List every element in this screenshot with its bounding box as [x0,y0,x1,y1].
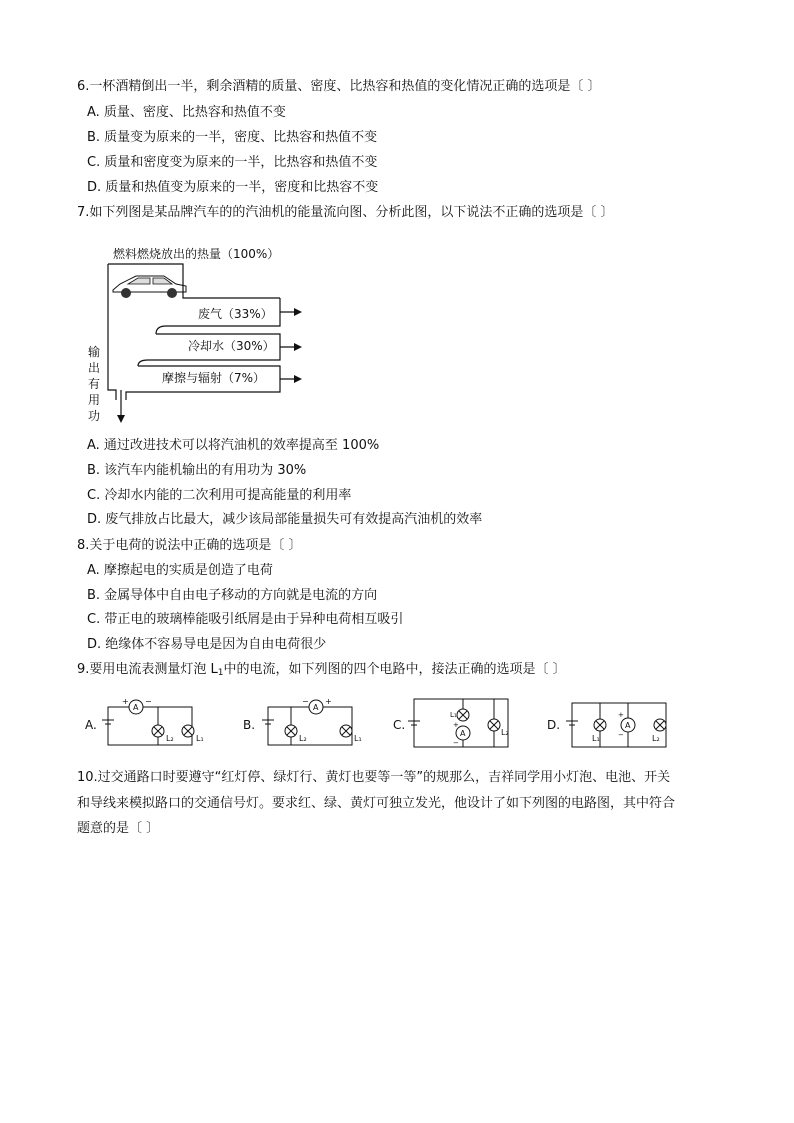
question-9-stem-pre: 9.要用电流表测量灯泡 L [77,662,218,677]
output-char-1: 输 [88,345,101,359]
question-7-option-b: B. 该汽车内能机输出的有用功为 30% [87,463,307,478]
ammeter-d-letter: A [625,721,631,730]
question-8-stem: 8.关于电荷的说法中正确的选项是〔 〕 [77,538,302,553]
sign-b-plus: + [325,697,332,706]
question-9-stem [77,662,566,681]
question-10-line-2: 和导线来模拟路口的交通信号灯。要求红、绿、黄灯可独立发光，他设计了如下列图的电路图，其中符合 [77,796,676,811]
circuit-label-b: B. [243,718,256,732]
question-6-option-d: D. 质量和热值变为原来的一半，密度和比热容不变 [87,180,379,195]
question-7-stem: 7.如下列图是某品牌汽车的的汽油机的能量流向图、分析此图，以下说法不正确的选项是〔 〕 [77,205,614,220]
ammeter-a-letter: A [133,703,139,712]
question-7-option-c: C. 冷却水内能的二次利用可提高能量的利用率 [87,488,352,503]
lamp-a-l1: L₁ [196,734,204,743]
diagram-top-label: 燃料燃烧放出的热量（100%） [113,247,280,261]
question-6-stem: 6.一杯酒精倒出一半，剩余酒精的质量、密度、比热容和热值的变化情况正确的选项是〔 〕 [77,79,601,94]
sign-b-minus: − [302,697,309,706]
lamp-b-l2: L₂ [299,734,307,743]
sign-a-minus: − [145,697,152,706]
lamp-a-l2: L₂ [166,734,174,743]
question-10-line-3: 题意的是〔 〕 [77,821,160,836]
sign-c-minus: − [453,739,459,747]
question-9-stem-sub: 1 [217,668,224,678]
lamp-d-l2: L₂ [652,734,660,743]
circuit-b [262,700,352,745]
sign-d-minus: − [618,731,624,739]
sign-a-plus: + [122,697,129,706]
sign-c-plus: + [453,721,459,729]
question-7-option-a: A. 通过改进技术可以将汽油机的效率提高至 100% [87,438,380,453]
question-10-line-1: 10.过交通路口时要遵守“红灯停、绿灯行、黄灯也要等一等”的规那么，吉祥同学用小灯泡、电池、开关 [77,770,671,785]
output-char-5: 功 [88,409,101,423]
output-char-3: 有 [88,377,101,391]
lamp-c-l1: L₁ [450,711,457,719]
output-char-2: 出 [88,361,101,375]
question-6-option-c: C. 质量和密度变为原来的一半，比热容和热值不变 [87,155,378,170]
sign-d-plus: + [618,711,624,719]
question-8-option-a: A. 摩擦起电的实质是创造了电荷 [87,563,273,578]
circuit-label-c: C. [393,718,406,732]
output-char-4: 用 [88,393,101,407]
circuit-options [80,693,700,753]
question-7-option-d: D. 废气排放占比最大，减少该局部能量损失可有效提高汽油机的效率 [87,512,483,527]
flow-cooling-label: 冷却水（30%） [188,339,275,353]
question-6-option-b: B. 质量变为原来的一半，密度、比热容和热值不变 [87,130,378,145]
question-6-option-a: A. 质量、密度、比热容和热值不变 [87,105,286,120]
lamp-d-l1: L₁ [592,734,600,743]
question-8-option-b: B. 金属导体中自由电子移动的方向就是电流的方向 [87,588,378,603]
circuit-a [102,700,194,745]
ammeter-c-letter: A [460,729,466,738]
lamp-b-l1: L₁ [354,734,362,743]
ammeter-b-letter: A [313,703,319,712]
lamp-c-l2: L₂ [501,728,509,737]
energy-flow-diagram [80,240,320,425]
circuit-label-d: D. [547,718,561,732]
question-8-option-c: C. 带正电的玻璃棒能吸引纸屑是由于异种电荷相互吸引 [87,612,404,627]
question-8-option-d: D. 绝缘体不容易导电是因为自由电荷很少 [87,637,327,652]
flow-exhaust-label: 废气（33%） [198,307,273,321]
flow-friction-label: 摩擦与辐射（7%） [162,371,266,385]
circuit-d [566,703,666,747]
circuit-label-a: A. [85,718,97,732]
question-9-stem-post: 中的电流，如下列图的四个电路中，接法正确的选项是〔 〕 [223,662,566,677]
car-icon [113,276,186,298]
